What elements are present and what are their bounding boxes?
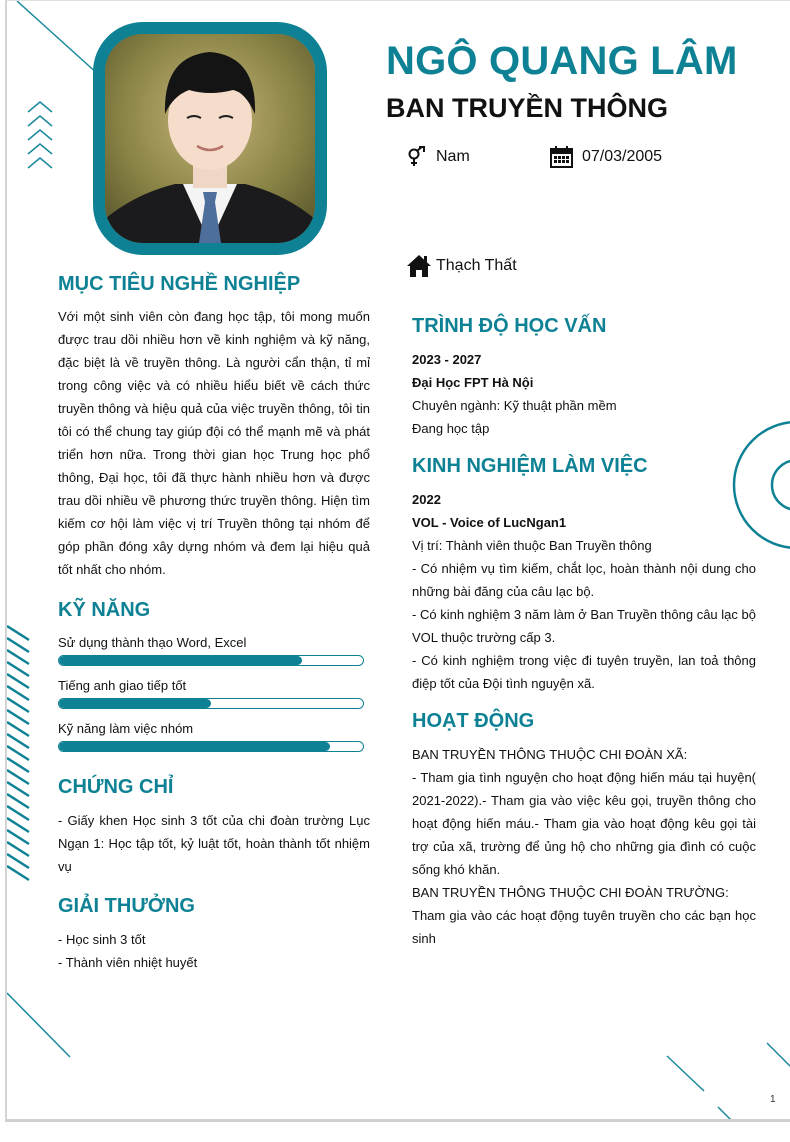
awards-title: GIẢI THƯỞNG bbox=[58, 895, 195, 917]
calendar-icon bbox=[550, 146, 574, 168]
activity-group-title: BAN TRUYỀN THÔNG THUỘC CHI ĐOÀN TRƯỜNG: bbox=[412, 885, 729, 900]
skill-bar bbox=[58, 655, 364, 666]
skill-bar-fill bbox=[59, 699, 211, 708]
profile-photo bbox=[105, 34, 315, 243]
certificates-title: CHỨNG CHỈ bbox=[58, 776, 174, 798]
experience-bullet: - Có kinh nghiệm trong việc đi tuyên truyền, lan toả thông điệp tốt của Đội tình nguyện xã. bbox=[412, 653, 756, 691]
portrait-illustration bbox=[105, 34, 315, 243]
objective-text: Với một sinh viên còn đang học tập, tôi mong muốn được trau dồi nhiều hơn về kinh nghiệm và kỹ năng, đặc biệt là về truyền thông. Là người cẩn thận, tỉ mỉ trong công việc và có nhiều hiểu biết về cách thức truyền thông và hiệu quả của việc truyền thông, tôi tin tôi có thể chung tay giúp đội có thể mạnh mẽ và phát triển hơn nữa. Trong thời gian học Trung học phổ thông, Đại học, tôi đã thực hành nhiều hơn và được trau dồi nhiều về phương thức truyền thông. Hiện tìm kiếm cơ hội làm việc vị trí Truyền thông tại nhóm để góp phần đóng xây dựng nhóm và đem lại hiệu quả tốt nhất cho nhóm. bbox=[58, 309, 370, 577]
skill-bar-fill bbox=[59, 656, 302, 665]
experience-title: KINH NGHIỆM LÀM VIỆC bbox=[412, 455, 648, 477]
experience-bullet: - Có nhiệm vụ tìm kiếm, chắt lọc, hoàn thành nội dung cho những bài đăng của câu lạc bộ. bbox=[412, 561, 756, 599]
activity-group-title: BAN TRUYỀN THÔNG THUỘC CHI ĐOÀN XÃ: bbox=[412, 747, 688, 762]
page-number: 1 bbox=[770, 1094, 776, 1105]
skill-bar-fill bbox=[59, 742, 330, 751]
address-value: Thạch Thất bbox=[436, 257, 517, 274]
gender-icon bbox=[406, 146, 428, 168]
activity-group-text: Tham gia vào các hoạt động tuyên truyền cho các bạn học sinh bbox=[412, 908, 756, 946]
education-title: TRÌNH ĐỘ HỌC VẤN bbox=[412, 315, 607, 337]
education-details bbox=[412, 348, 756, 440]
home-icon bbox=[406, 254, 432, 278]
education-period: 2023 - 2027 bbox=[412, 352, 482, 367]
experience-position: Vị trí: Thành viên thuộc Ban Truyền thông bbox=[412, 538, 652, 553]
award-item: - Học sinh 3 tốt bbox=[58, 932, 146, 947]
candidate-name: NGÔ QUANG LÂM bbox=[386, 39, 738, 83]
candidate-role: BAN TRUYỀN THÔNG bbox=[386, 93, 668, 123]
education-status: Đang học tập bbox=[412, 421, 490, 436]
skill-bar bbox=[58, 741, 364, 752]
gender-value: Nam bbox=[436, 148, 470, 165]
certificates-text: - Giấy khen Học sinh 3 tốt của chi đoàn trường Lục Ngạn 1: Học tập tốt, kỷ luật tốt, hoàn thành tốt nhiệm vụ bbox=[58, 813, 370, 874]
experience-org: VOL - Voice of LucNgan1 bbox=[412, 515, 567, 530]
education-school: Đại Học FPT Hà Nội bbox=[412, 375, 534, 390]
skill-label: Tiếng anh giao tiếp tốt bbox=[58, 678, 187, 693]
activity-group-text: - Tham gia tình nguyện cho hoạt động hiến máu tại huyện( 2021-2022).- Tham gia vào việc kêu gọi, truyền thông cho hoạt động hiến máu.- Tham gia vào hoạt động kêu gọi tài trợ của xã, trường để ủng hộ cho những gia đình có cuộc sống khó khăn. bbox=[412, 770, 756, 877]
objective-title: MỤC TIÊU NGHỀ NGHIỆP bbox=[58, 273, 301, 295]
education-major: Chuyên ngành: Kỹ thuật phần mềm bbox=[412, 398, 617, 413]
skill-label: Kỹ năng làm việc nhóm bbox=[58, 721, 194, 736]
experience-details bbox=[412, 488, 756, 695]
experience-year: 2022 bbox=[412, 492, 441, 507]
birthday-value: 07/03/2005 bbox=[582, 148, 663, 165]
profile-photo-frame bbox=[93, 22, 327, 255]
birthday-info bbox=[550, 146, 662, 168]
awards-list bbox=[58, 928, 370, 974]
activities-details bbox=[412, 743, 756, 950]
address-info bbox=[406, 254, 517, 278]
gender-info bbox=[406, 146, 470, 168]
award-item: - Thành viên nhiệt huyết bbox=[58, 955, 198, 970]
skill-bar bbox=[58, 698, 364, 709]
skill-label: Sử dụng thành thạo Word, Excel bbox=[58, 635, 247, 650]
activities-title: HOẠT ĐỘNG bbox=[412, 710, 535, 732]
cv-page bbox=[5, 0, 790, 1122]
experience-bullet: - Có kinh nghiệm 3 năm làm ở Ban Truyền thông câu lạc bộ VOL thuộc trường cấp 3. bbox=[412, 607, 756, 645]
skills-title: KỸ NĂNG bbox=[58, 599, 151, 621]
